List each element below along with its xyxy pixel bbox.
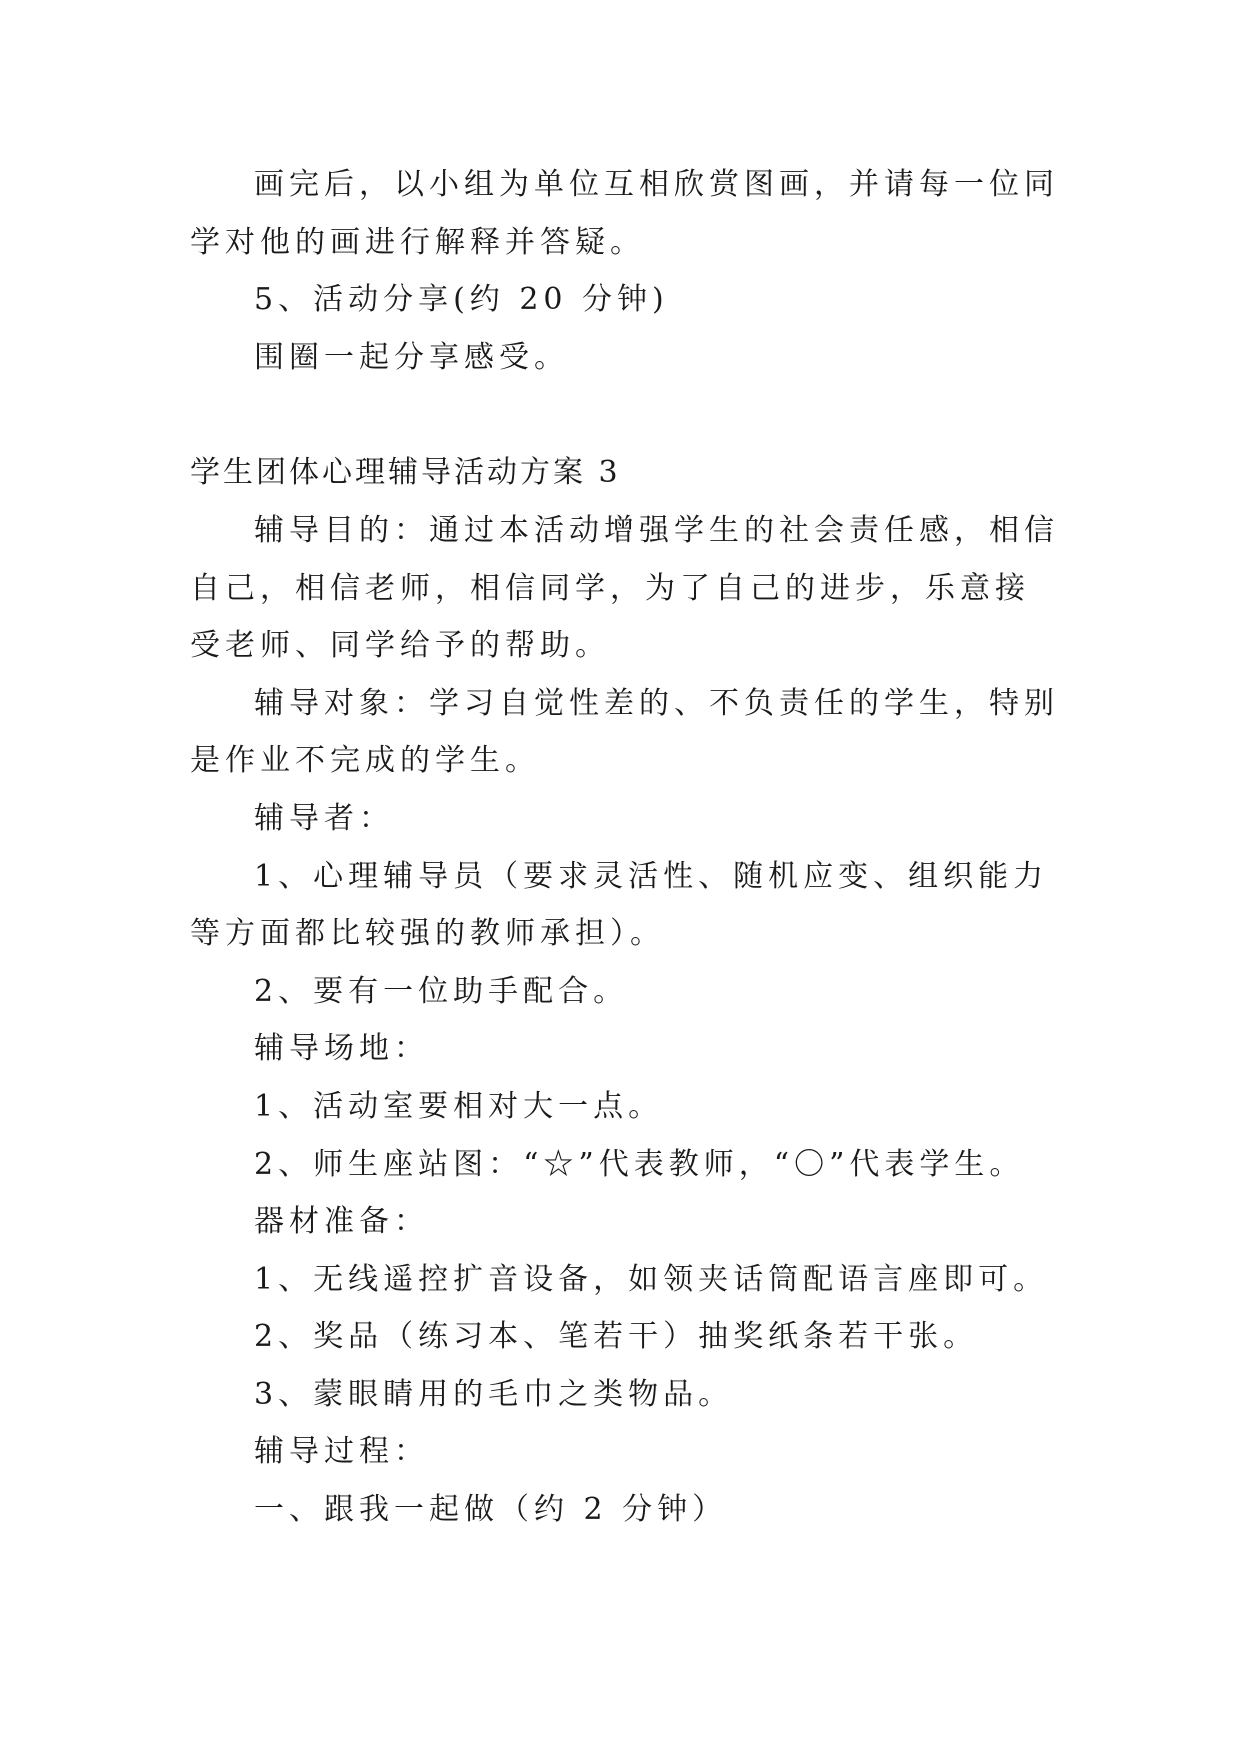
paragraph-target: 辅导对象：学习自觉性差的、不负责任的学生，特别是作业不完成的学生。 (190, 685, 1059, 779)
paragraph-equipment-3: 3、蒙眼睛用的毛巾之类物品。 (254, 1376, 734, 1412)
paragraph-equipment-label: 器材准备： (254, 1204, 429, 1240)
paragraph-venue-1: 1、活动室要相对大一点。 (254, 1088, 664, 1124)
paragraph-counselor-1: 1、心理辅导员（要求灵活性、随机应变、组织能力等方面都比较强的教师承担）。 (190, 858, 1049, 952)
paragraph-equipment-2: 2、奖品（练习本、笔若干）抽奖纸条若干张。 (254, 1319, 979, 1355)
paragraph-venue-label: 辅导场地： (254, 1031, 429, 1067)
paragraph-process-label: 辅导过程： (254, 1434, 429, 1470)
paragraph-counselor-2: 2、要有一位助手配合。 (254, 973, 629, 1009)
paragraph-circle-share: 围圈一起分享感受。 (254, 339, 569, 375)
paragraph-counselor-label: 辅导者： (254, 800, 394, 836)
paragraph-equipment-1: 1、无线遥控扩音设备，如领夹话筒配语言座即可。 (254, 1261, 1049, 1297)
paragraph-activity-share-title: 5、活动分享(约 20 分钟) (254, 282, 669, 318)
section-heading: 学生团体心理辅导活动方案 3 (190, 455, 621, 491)
paragraph-purpose: 辅导目的：通过本活动增强学生的社会责任感，相信自己，相信老师，相信同学，为了自己的进步，乐意接受老师、同学给予的帮助。 (190, 512, 1059, 664)
paragraph-process-1: 一、跟我一起做（约 2 分钟） (254, 1492, 728, 1528)
document-body (190, 156, 1060, 1539)
paragraph-drawing-share: 画完后，以小组为单位互相欣赏图画，并请每一位同学对他的画进行解释并答疑。 (190, 167, 1059, 260)
paragraph-venue-2: 2、师生座站图：“☆”代表教师，“〇”代表学生。 (254, 1146, 1025, 1182)
